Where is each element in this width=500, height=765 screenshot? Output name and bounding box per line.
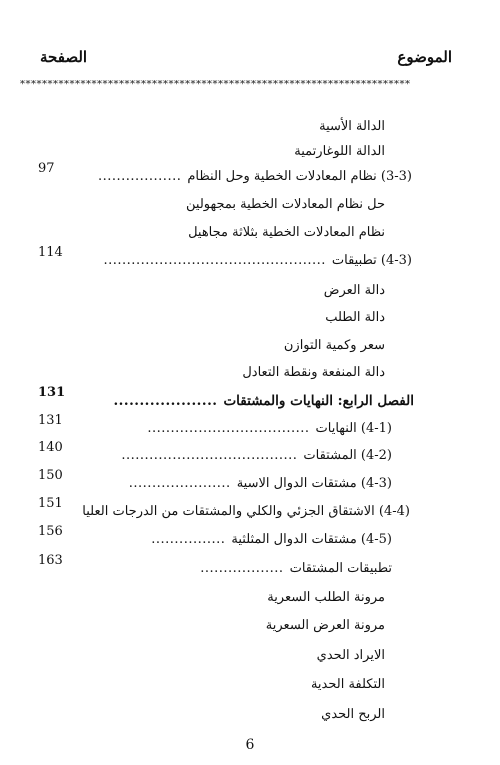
toc-entry-title: حل نظام المعادلات الخطية بمجهولين [186, 197, 385, 212]
toc-entry-title: (4-3) تطبيقات [331, 253, 412, 268]
toc-row [0, 468, 500, 496]
toc-row [0, 140, 500, 164]
toc-row [0, 279, 500, 303]
toc-entry-title: الفصل الرابع: النهايات والمشتقات [223, 393, 414, 409]
header-subject: الموضوع [397, 48, 452, 66]
toc-entry-title: تطبيقات المشتقات [289, 561, 392, 576]
toc-entry-title: مرونة الطلب السعرية [267, 590, 385, 605]
toc-page-number: 150 [38, 468, 63, 483]
toc-row [0, 361, 500, 385]
toc-entry-title: دالة المنفعة ونقطة التعادل [242, 365, 385, 380]
page-number: 6 [245, 737, 255, 753]
toc-entry-title: الربح الحدي [321, 707, 385, 722]
toc-entry-title: الايراد الحدي [316, 648, 385, 663]
toc-row [0, 644, 500, 668]
toc-row [0, 496, 500, 524]
toc-entry-title: الدالة اللوغارتمية [294, 144, 385, 159]
header-page: الصفحة [40, 48, 88, 66]
toc-row [0, 673, 500, 697]
toc-page-number: 151 [38, 496, 63, 511]
star-divider: *********************************************************************** [20, 80, 411, 90]
toc-page-number: 156 [38, 524, 63, 539]
toc-entry-title: (4-3) مشتقات الدوال الاسية [236, 476, 392, 491]
toc-page-number: 131 [38, 413, 63, 428]
toc-page-number: 140 [38, 440, 63, 455]
toc-row [0, 413, 500, 441]
toc-entry-title: سعر وكمية التوازن [283, 338, 385, 353]
toc-row [0, 524, 500, 552]
toc-entry-title: (4-4) الاشتقاق الجزئي والكلي والمشتقات من الدرجات العليا [82, 504, 410, 519]
toc-leader-dots: .................. [200, 561, 284, 576]
toc-row [0, 306, 500, 330]
toc-entry-title: التكلفة الحدية [310, 677, 385, 692]
toc-entry-title: الدالة الأسية [319, 119, 385, 134]
toc-row [0, 586, 500, 610]
toc-entry-title: دالة الطلب [325, 310, 385, 325]
toc-entry-title: (3-3) نظام المعادلات الخطية وحل النظام [187, 169, 412, 184]
toc-row [0, 193, 500, 217]
toc-row [0, 334, 500, 358]
toc-page-number: 114 [38, 245, 63, 260]
toc-row [0, 385, 500, 413]
toc-leader-dots: ...................... [128, 476, 231, 491]
toc-page-number: 97 [38, 161, 55, 176]
toc-row [0, 115, 500, 139]
toc-page-number: 163 [38, 553, 63, 568]
toc-row [0, 221, 500, 245]
toc-leader-dots: ................................... [147, 421, 310, 436]
toc-row [0, 703, 500, 727]
toc-leader-dots: ................................................ [103, 253, 326, 268]
toc-row [0, 245, 500, 273]
toc-leader-dots: ................ [151, 532, 226, 547]
toc-entry-title: (4-1) النهايات [315, 421, 392, 436]
toc-page-number: 131 [38, 385, 66, 400]
toc-row [0, 614, 500, 638]
toc-row [0, 553, 500, 581]
toc-entry-title: دالة العرض [323, 283, 385, 298]
toc-entry-title: (4-2) المشتقات [303, 448, 392, 463]
toc-row [0, 440, 500, 468]
toc-leader-dots: .................... [113, 393, 218, 409]
toc-leader-dots: .................. [97, 169, 182, 184]
toc-row [0, 161, 500, 189]
toc-entry-title: (4-5) مشتقات الدوال المثلثية [231, 532, 392, 547]
toc-entry-title: مرونة العرض السعرية [265, 618, 385, 633]
toc-entry-title: نظام المعادلات الخطية بثلاثة مجاهيل [188, 225, 385, 240]
toc-leader-dots: ...................................... [121, 448, 298, 463]
